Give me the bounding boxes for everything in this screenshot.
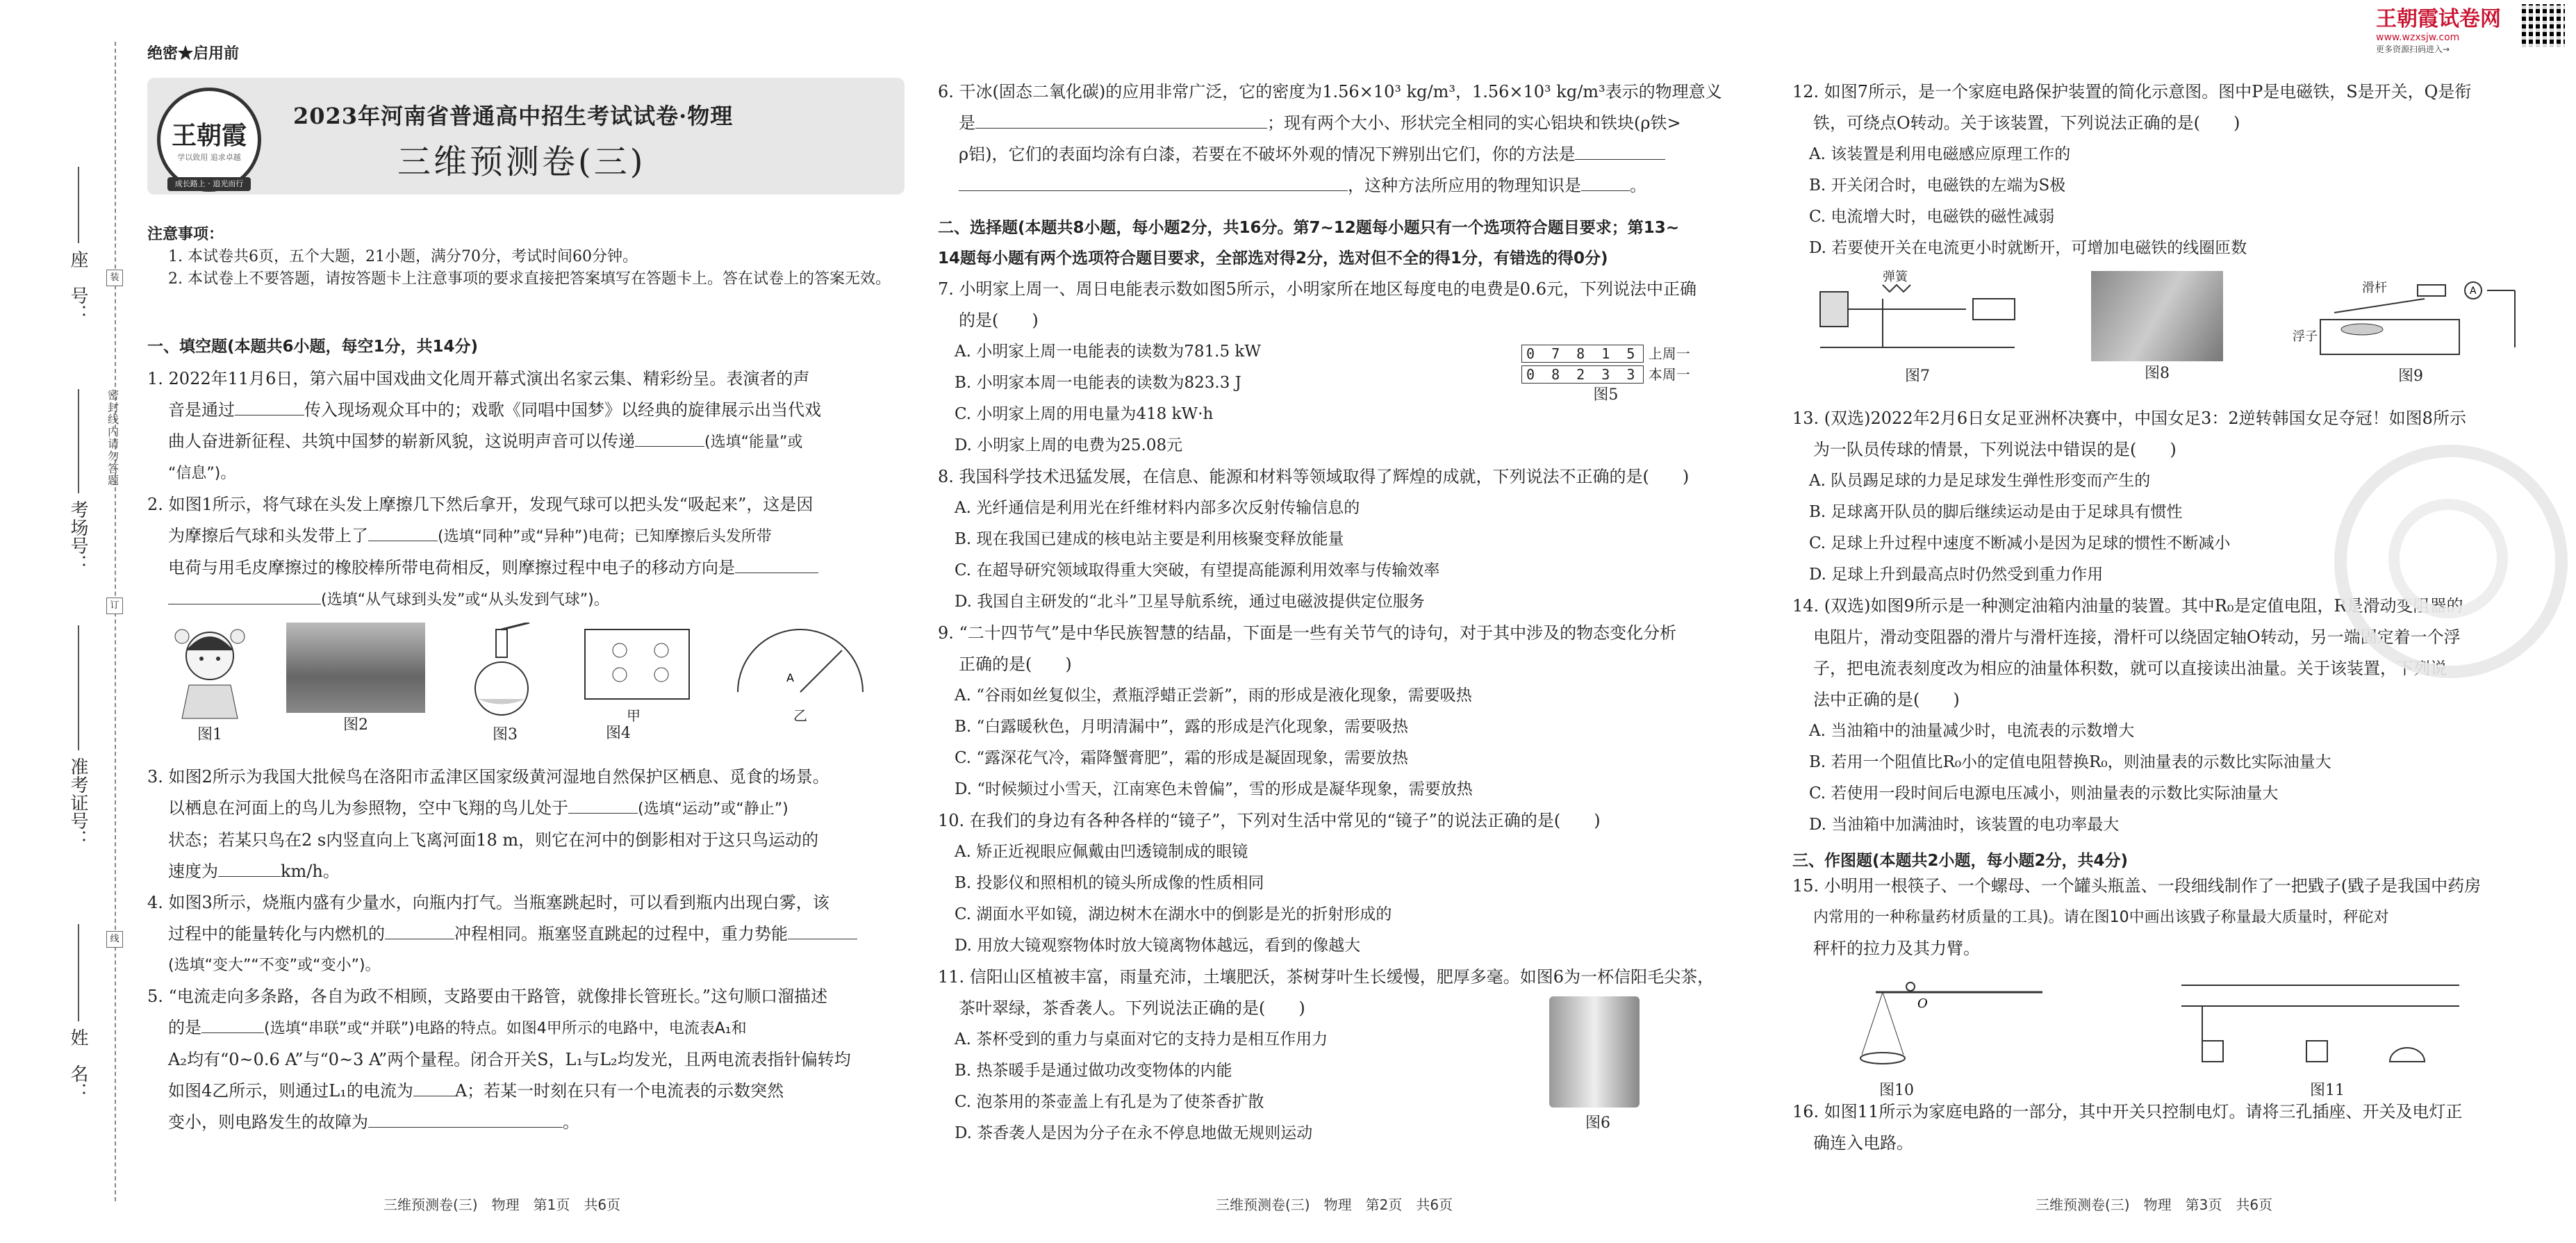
question-14: 14. (双选)如图9所示是一种测定油箱内油量的装置。其中R₀是定值电阻，R是滑动变阻器的 电阻片，滑动变阻器的滑片与滑杆连接，滑杆可以绕固定轴O转动，另一端固定着一个浮 子，把电流表刻度改为相应的油量体积数，就可以直接读出油量。关于该装置，下列说 法中正确的是( ) A. 当油箱中的油量减少时，电流表的示数增大 B. 若用一个阻值比R₀小的定值电阻替换R₀，则油量表的示数比实际油量大 C. 若使用一段时间后电源电压减小，则油量表的示数比实际油量大 D. 当油箱中加满油时，该装置的电功率最大 — [1792, 596, 2463, 834]
field-name: 姓 名： — [67, 1028, 88, 1101]
question-3: 3. 如图2所示为我国大批候鸟在洛阳市孟津区国家级黄河湿地自然保护区栖息、觅食的场景。 以栖息在河面上的鸟儿为参照物，空中飞翔的鸟儿处于 (选填“运动”或“静止”) 状态；若某只鸟在2 s内竖直向上飞离河面18 m，则它在河中的倒影相对于这只鸟运动的 速度为 km/h。 — [147, 767, 829, 881]
figure-oil-gauge: A 滑杆 浮子 图9 — [2293, 271, 2529, 386]
page-footer: 三维预测卷(三) 物理 第2页 共6页 — [1216, 1196, 1453, 1213]
watermark-seal — [2334, 445, 2568, 678]
exam-subtitle: 三维预测卷(三) — [397, 142, 646, 181]
notice: 注意事项： 1. 本试卷共6页，五个大题，21小题，满分70分，考试时间60分钟。 2. 本试卷上不要答题，请按答题卡上注意事项的要求直接把答案填写在答题卡上。答在试卷上的答案无效。 — [147, 226, 891, 288]
figure-steelyard: O 图10 — [1834, 971, 2056, 1100]
section-heading: 三、作图题(本题共2小题，每小题2分，共4分) — [1792, 852, 2129, 870]
question-4: 4. 如图3所示，烧瓶内盛有少量水，向瓶内打气。当瓶塞跳起时，可以看到瓶内出现白雾，该 过程中的能量转化与内燃机的 冲程相同。瓶塞竖直跳起的过程中，重力势能 (选填“变大”“不变”或“变小”)。 — [147, 887, 905, 981]
question-6: 6. 干冰(固态二氧化碳)的应用非常广泛，它的密度为1.56×10³ kg/m³，1.56×10³ kg/m³表示的物理意义 是 ；现有两个大小、形状完全相同的实心铝块和铁块(ρ铁> ρ铝)，它们的表面均涂有白漆，若要在不破坏外观的情况下辨别出它们，你的方法是 ，这种方法所应用的物理知识是 。 — [938, 82, 1722, 195]
dashed-cut-line — [115, 42, 116, 1201]
figure-protection-device: 弹簧 图7 — [1813, 271, 2022, 386]
exam-title: 2023年河南省普通高中招生考试试卷·物理 — [293, 103, 734, 129]
question-11: 11. 信阳山区植被丰富，雨量充沛，土壤肥沃，茶树芽叶生长缓慢，肥厚多毫。如图6为一杯信阳毛尖茶， 茶叶翠绿，茶香袭人。下列说法正确的是( ) A. 茶杯受到的重力与桌面对它的支持力是相互作用力 B. 热茶暖手是通过做功改变物体的内能 C. 泡茶用的茶壶盖上有孔是为了使茶香扩散 D. 茶香袭人是因为分子在永不停息地做无规则运动 图6 — [938, 967, 1715, 1142]
question-1: 1. 2022年11月6日，第六届中国戏曲文化周开幕式演出名家云集、精彩纷呈。表演者的声 音是通过 传入现场观众耳中的；戏歌《同唱中国梦》以经典的旋律展示出当代戏 曲人奋进新征程、共筑中国梦的崭新风貌，这说明声音可以传递 (选填“能量”或 “信息”)。 — [147, 369, 821, 482]
page-footer: 三维预测卷(三) 物理 第3页 共6页 — [2036, 1196, 2273, 1213]
figure-home-circuit: 图11 — [2181, 971, 2459, 1100]
figure-girl-balloon: 图1 — [168, 623, 251, 744]
question-8: 8. 我国科学技术迅猛发展，在信息、能源和材料等领域取得了辉煌的成就，下列说法不正确的是( ) A. 光纤通信是利用光在纤维材料内部多次反射传输信息的 B. 现在我国已建成的核电站主要是利用核聚变释放能量 C. 在超导研究领域取得重大突破，有望提高能源利用效率与传输效率 D. 我国自主研发的“北斗”卫星导航系统，通过电磁波提供定位服务 — [938, 467, 1690, 611]
seal-mark: 订 — [106, 598, 123, 614]
seal-mark: 装 — [106, 270, 123, 286]
figure-circuit-ammeter: A 甲 乙 图4 — [578, 623, 884, 730]
page-footer: 三维预测卷(三) 物理 第1页 共6页 — [383, 1196, 621, 1213]
publisher-logo: 王朝霞 学以致用 追求卓越 成长路上 · 追光而行 — [157, 88, 261, 192]
page-2 — [938, 0, 1737, 1243]
brand-logo[interactable]: 王朝霞试卷网 www.wzxsjw.com 更多资源扫码进入→ — [2376, 7, 2501, 54]
question-9: 9. “二十四节气”是中华民族智慧的结晶，下面是一些有关节气的诗句，对于其中涉及的物态变化分析 正确的是( ) A. “谷雨如丝复似尘，煮瓶浮蜡正尝新”，雨的形成是液化现象，需要吸热 B. “白露暖秋色，月明清漏中”，露的形成是汽化现象，需要吸热 C. “露深花气冷，霜降蟹膏肥”，霜的形成是凝固现象，需要放热 D. “时候频过小雪天，江南寒色未曾偏”，雪的形成是凝华现象，需要放热 — [938, 623, 1677, 798]
figure-row-1 — [147, 616, 905, 762]
seal-mark: 线 — [106, 931, 123, 948]
question-15: 15. 小明用一根筷子、一个螺母、一个罐头瓶盖、一段细线制作了一把戥子(戥子是我国中药房 内常用的一种称量药材质量的工具)。请在图10中画出该戥子称量最大质量时，秤砣对 秤杆的拉力及其力臂。 — [1792, 876, 2482, 958]
question-7: 7. 小明家上周一、周日电能表示数如图5所示，小明家所在地区每度电的电费是0.6元，下列说法中正确 的是( ) A. 小明家上周一电能表的读数为781.5 kW B. 小明家本周一电能表的读数为823.3 J C. 小明家上周的用电量为418 kW·h D. 小明家上周的电费为25.08元 0 7 8 1 5 上周一 0 8 2 3 3 本周一 图5 — [938, 279, 1696, 454]
question-5: 5. “电流走向多条路，各自为政不相顾，支路要由干路管，就像排长管班长。”这句顺口溜描述 的是 (选填“串联”或“并联”)电路的特点。如图4甲所示的电路中，电流表A₁和 A₂均有“0~0.6 A”与“0~3 A”两个量程。闭合开关S，L₁与L₂均发光，且两电流表指针偏转均 如图4乙所示，则通过L₁的电流为 A；若某一时刻在只有一个电流表的示数突然 变小，则电路发生的故障为 。 — [147, 987, 851, 1132]
svg-text:O: O — [1917, 996, 1928, 1011]
figure-football-photo: 图8 — [2091, 271, 2223, 383]
figure-birds-photo: 图2 — [286, 623, 425, 734]
figure-flask: 图3 — [460, 623, 550, 744]
figure-tea-cup: 图6 — [1549, 996, 1646, 1139]
question-10: 10. 在我们的身边有各种各样的“镜子”，下列对生活中常见的“镜子”的说法正确的是( ) A. 矫正近视眼应佩戴由凹透镜制成的眼镜 B. 投影仪和照相机的镜头所成像的性质相同 C. 湖面水平如镜，湖边树木在湖水中的倒影是光的折射形成的 D. 用放大镜观察物体时放大镜离物体越远，看到的像越大 — [938, 811, 1601, 955]
question-2: 2. 如图1所示，将气球在头发上摩擦几下然后拿开，发现气球可以把头发“吸起来”，这是因 为摩擦后气球和头发带上了 (选填“同种”或“异种”)电荷；已知摩擦后头发所带 电荷与用毛皮摩擦过的橡胶棒所带电荷相反，则摩擦过程中电子的移动方向是 (选填“从气球到头发”或“从头发到气球”)。 — [147, 489, 905, 616]
qr-code-icon[interactable] — [2522, 4, 2565, 47]
question-12: 12. 如图7所示，是一个家庭电路保护装置的简化示意图。图中P是电磁铁，S是开关，Q是衔 铁，可绕点O转动。关于该装置，下列说法正确的是( ) A. 该装置是利用电磁感应原理工作的 B. 开关闭合时，电磁铁的左端为S极 C. 电流增大时，电磁铁的磁性减弱 D. 若要使开关在电流更小时就断开，可增加电磁铁的线圈匝数 — [1792, 82, 2472, 257]
svg-text:A: A — [2470, 286, 2477, 297]
svg-text:A: A — [786, 671, 794, 684]
secret-mark: 绝密★启用前 — [147, 44, 240, 63]
figure-row-3 — [1792, 964, 2563, 1099]
section-heading: 二、选择题(本题共8小题，每小题2分，共16分。第7~12题每小题只有一个选项符合题目要求；第13~ 14题每小题有两个选项符合题目要求，全部选对得2分，选对但不全的得1分，有错选的得0分) — [938, 219, 1680, 267]
question-16: 16. 如图11所示为家庭电路的一部分，其中开关只控制电灯。请将三孔插座、开关及电灯正 确连入电路。 — [1792, 1102, 2463, 1153]
page-1 — [147, 0, 905, 1243]
figure-meter: 0 7 8 1 5 上周一 0 8 2 3 3 本周一 图5 — [1521, 343, 1690, 406]
section-heading: 一、填空题(本题共6小题，每空1分，共14分) — [147, 338, 479, 356]
field-room: 考场号： — [67, 500, 88, 573]
question-13: 13. (双选)2022年2月6日女足亚洲杯决赛中，中国女足3：2逆转韩国女足夺冠！如图8所示 为一队员传球的情景，下列说法中错误的是( ) A. 队员踢足球的力是足球发生弹性形变而产生的 B. 足球离开队员的脚后继续运动是由于足球具有惯性 C. 足球上升过程中速度不断减小是因为足球的惯性不断减小 D. 足球上升到最高点时仍然受到重力作用 — [1792, 409, 2466, 584]
seal-warning: 密封线内请勿答题 — [107, 388, 119, 488]
field-ticket: 准考证号： — [67, 757, 88, 848]
exam-header — [147, 78, 905, 195]
field-seat: 座 号： — [67, 250, 88, 322]
binding-margin — [0, 0, 125, 1243]
figure-row-2 — [1792, 264, 2563, 403]
